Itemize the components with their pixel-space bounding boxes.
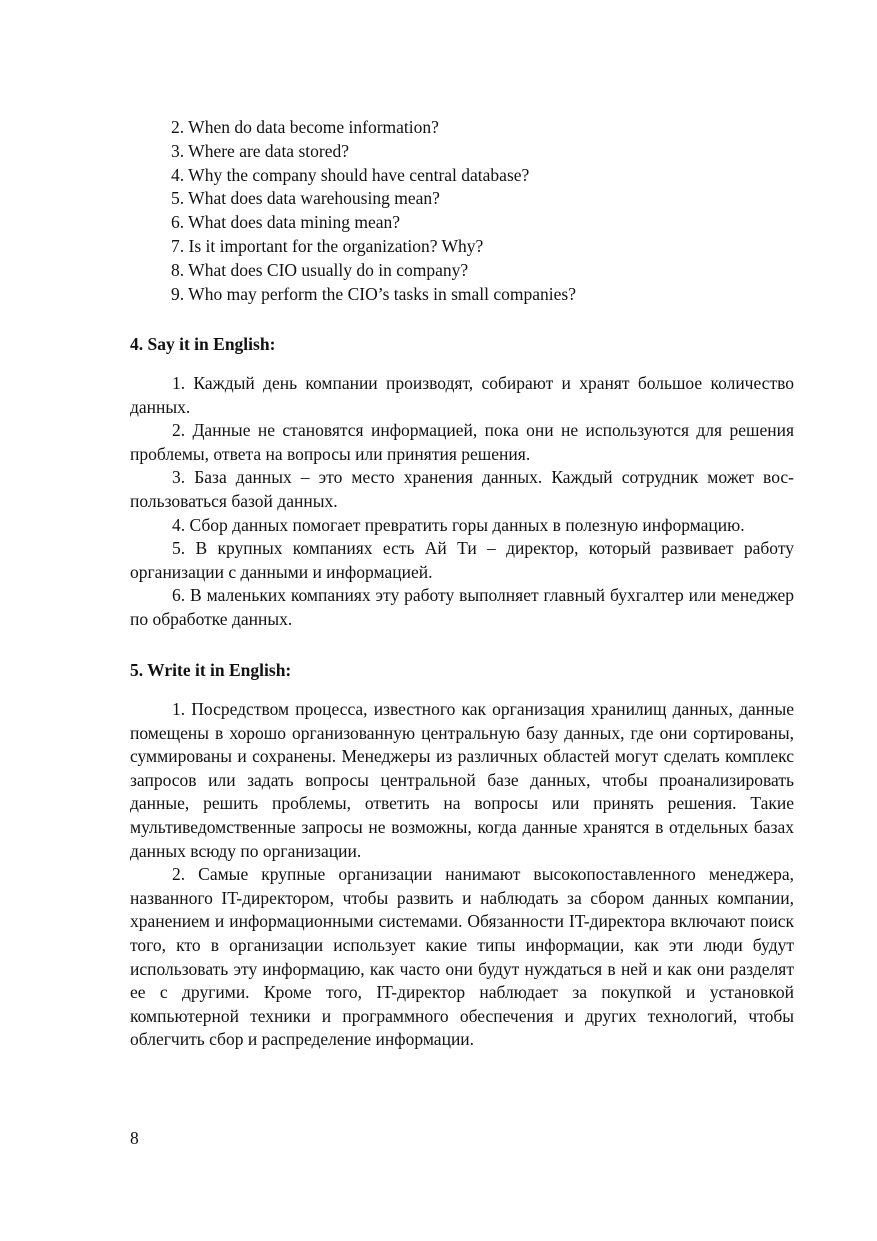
section-5-heading: 5. Write it in English: xyxy=(130,660,292,680)
page-number: 8 xyxy=(130,1128,139,1148)
question-item: 9. Who may perform the CIO’s tasks in small companies? xyxy=(171,283,577,304)
question-item: 2. When do data become information? xyxy=(171,117,439,137)
section-4-heading: 4. Say it in English: xyxy=(130,334,276,354)
section-4-paragraph: 3. База данных – это место хранения данных. Каждый сотрудник может воспользоваться базой данных. xyxy=(130,467,794,511)
question-item: 5. What does data warehousing mean? xyxy=(171,188,440,209)
question-item: 7. Is it important for the organization? Why? xyxy=(171,235,484,256)
section-5-paragraph: 1. Посредством процесса, известного как организация хранилищ данных, данные помещены в хорошо организованную центральную базу данных, где они сортированы, суммированы и сохранены. Менеджеры из различных областей могут сделать комплекс запросов или задать вопросы центральной базе данных, чтобы проанализировать данные, решить проблемы, ответить на вопросы или принять решения. Такие мультиведомственные запросы не возможны, когда данные хранятся в отдельных базах данных всюду по организации. xyxy=(130,699,794,861)
section-5-body xyxy=(130,698,794,1052)
question-item: 8. What does CIO usually do in company? xyxy=(171,259,469,280)
question-item: 6. What does data mining mean? xyxy=(171,212,401,233)
section-4-paragraph: 1. Каждый день компании производят, собирают и хранят большое количество данных. xyxy=(130,373,794,417)
section-4-paragraph: 5. В крупных компаниях есть Ай Ти – директор, который развивает работу организации с данными и информацией. xyxy=(130,538,794,582)
question-list xyxy=(171,116,576,306)
section-5-paragraph: 2. Самые крупные организации нанимают высокопоставленного менеджера, названного IT-директором, чтобы развить и наблюдать за сбором данных компании, хранением и информационными системами. Обязанности IT-директора включают поиск того, кто в организации использует какие типы информации, как эти люди будут использовать эту информацию, как часто они будут нуждаться в ней и как они разделят ее с другими. Кроме того, IT-директор наблюдает за покупкой и установкой компьютерной техники и программного обеспечения и других технологий, чтобы облегчить сбор и распределение информации. xyxy=(130,864,794,1050)
question-item: 4. Why the company should have central database? xyxy=(171,164,530,185)
section-4-body xyxy=(130,372,794,632)
question-item: 3. Where are data stored? xyxy=(171,140,349,161)
section-4-paragraph: 2. Данные не становятся информацией, пока они не используются для решения проблемы, ответа на вопросы или принятия решения. xyxy=(130,420,794,464)
section-4-paragraph: 4. Сбор данных помогает превратить горы данных в полезную информацию. xyxy=(172,514,745,535)
section-4-paragraph: 6. В маленьких компаниях эту работу выполняет главный бухгалтер или менеджер по обработке данных. xyxy=(130,585,794,629)
